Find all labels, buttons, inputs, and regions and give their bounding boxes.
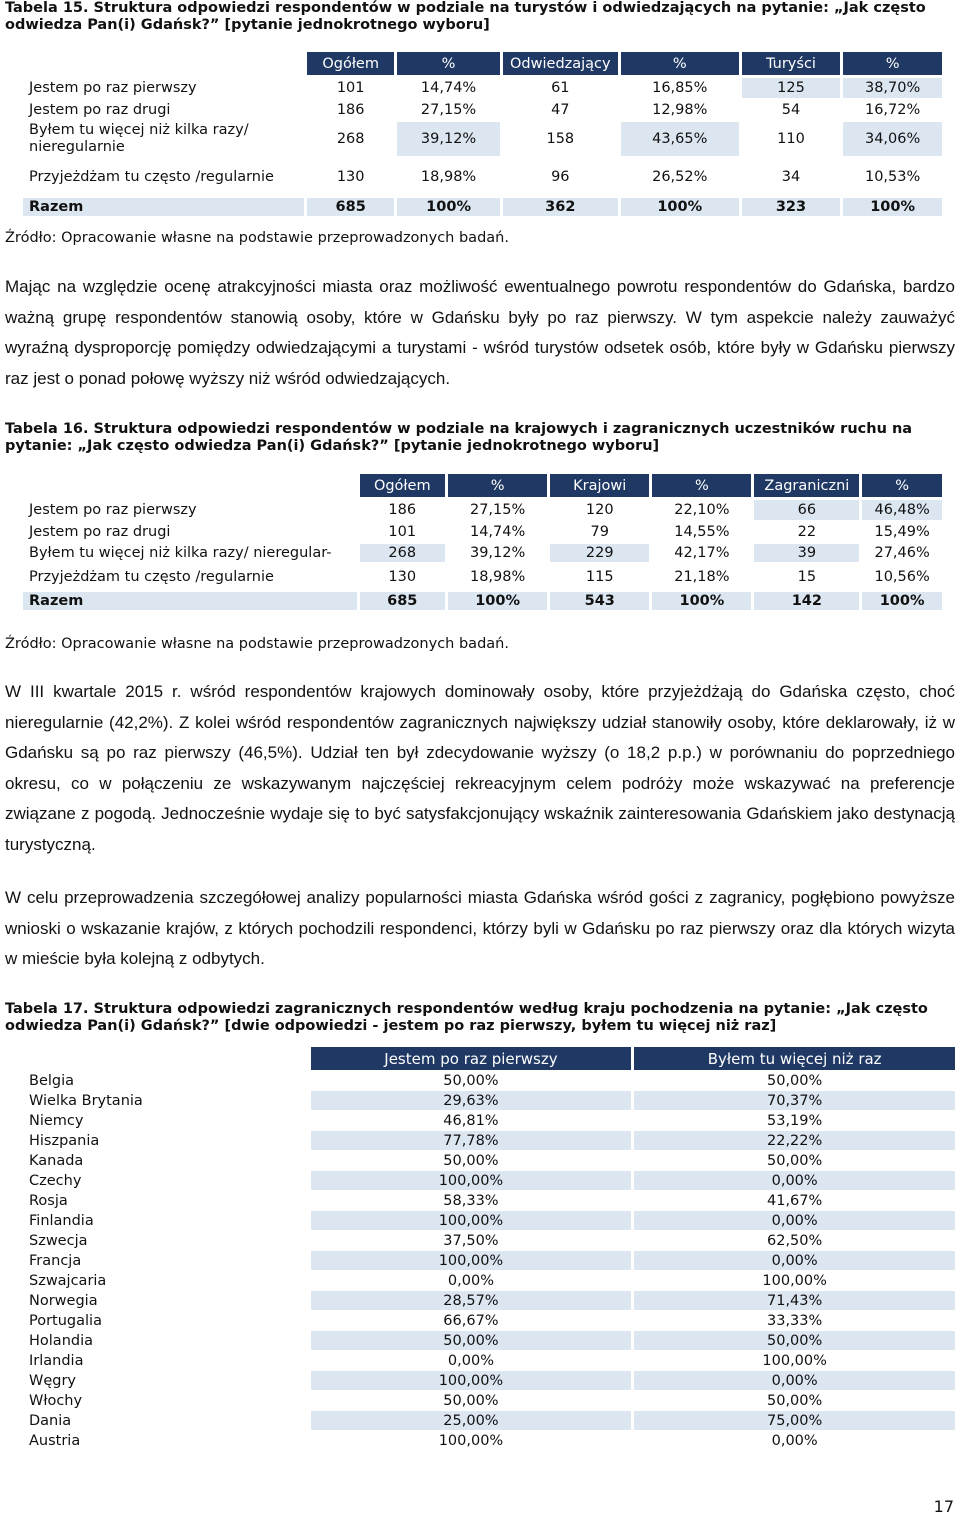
row-label: Włochy xyxy=(29,1392,83,1409)
table-cell: 71,43% xyxy=(634,1291,955,1310)
table-17-caption: Tabela 17. Struktura odpowiedzi zagranicznych respondentów według kraju pochodzenia na pytanie: „Jak często odwiedza Pan(i) Gdańsk?” [dwie odpowiedzi - jestem po raz pierwszy, byłem tu więcej niż raz] xyxy=(5,1001,928,1034)
table-cell: 186 xyxy=(336,102,365,118)
table-cell: 66,67% xyxy=(443,1312,499,1329)
table-cell: 100,00% xyxy=(311,1171,632,1190)
table-cell: 685 xyxy=(307,198,394,216)
paragraph-3: W celu przeprowadzenia szczegółowej analizy popularności miasta Gdańska wśród gości z zagranicy, pogłębiono powyższe wnioski o wskazanie krajów, z których pochodzili respondenci, którzy byli w Gdańsku po raz pierwszy oraz dla których wizyta w mieście była kolejną z odbytych. xyxy=(5,888,955,968)
table-cell: 120 xyxy=(585,502,614,518)
row-label: Szwajcaria xyxy=(29,1272,107,1289)
column-header: Jestem po raz pierwszy xyxy=(311,1047,632,1070)
table-cell: 79 xyxy=(590,524,609,540)
table-cell: 12,98% xyxy=(652,102,708,118)
table-cell: 14,74% xyxy=(420,80,477,96)
table-row xyxy=(23,1091,955,1110)
table-cell: 50,00% xyxy=(443,1392,499,1409)
table-cell: 0,00% xyxy=(447,1272,494,1289)
table-cell: 268 xyxy=(360,544,446,562)
table-cell: 100,00% xyxy=(311,1211,632,1230)
table-cell: 0,00% xyxy=(634,1371,955,1390)
table-row xyxy=(23,122,942,156)
table-cell: 323 xyxy=(742,198,841,216)
table-row xyxy=(23,1071,955,1090)
table-cell: 10,56% xyxy=(874,569,930,585)
table-cell: 130 xyxy=(336,169,365,185)
row-label: Jestem po raz pierwszy xyxy=(29,80,197,96)
table-cell: 29,63% xyxy=(311,1091,632,1110)
table-row xyxy=(23,1251,955,1270)
table-cell: 75,00% xyxy=(634,1411,955,1430)
table-cell: 0,00% xyxy=(771,1432,818,1449)
row-label: Razem xyxy=(23,592,357,610)
table-cell: 100% xyxy=(652,592,751,610)
table-cell: 0,00% xyxy=(634,1171,955,1190)
table-cell: 34 xyxy=(781,169,801,185)
row-label: Jestem po raz pierwszy xyxy=(29,502,197,518)
table-cell: 229 xyxy=(550,544,649,562)
table-cell: 34,06% xyxy=(843,122,942,156)
table-cell: 543 xyxy=(550,592,649,610)
table-cell: 0,00% xyxy=(634,1251,955,1270)
table-16-body xyxy=(23,500,942,610)
table-16-header-row xyxy=(23,474,942,497)
table-cell: 15 xyxy=(797,569,817,585)
table-cell: 50,00% xyxy=(443,1152,499,1169)
table-cell: 18,98% xyxy=(469,569,526,585)
table-cell: 38,70% xyxy=(843,78,942,98)
table-17-body xyxy=(23,1071,955,1450)
table-cell: 115 xyxy=(585,569,614,585)
table-cell: 25,00% xyxy=(311,1411,632,1430)
table-cell: 27,46% xyxy=(874,545,930,561)
row-label: Dania xyxy=(29,1412,72,1429)
paragraph-2: W III kwartale 2015 r. wśród respondentów krajowych dominowały osoby, które przyjeżdżają do Gdańska często, choć nieregularnie (42,2%). Z kolei wśród respondentów zagranicznych największy udział stanowiły osoby, które deklarowały, iż w Gdańsku są po raz pierwszy (46,5%). Udział ten był zdecydowanie wyższy (o 18,2 p.p.) w porównaniu do poprzedniego okresu, co w połączeniu ze wskazywanym najczęściej rekreacyjnym celem podróży może wskazywać na preferencje związane z pogodą. Jednocześnie wydaje się to być satysfakcjonujący wskaźnik zainteresowania Gdańskiem jako destynacją turystyczną. xyxy=(5,682,955,854)
column-header: % xyxy=(843,52,942,75)
table-cell: 10,53% xyxy=(864,169,921,185)
table-cell: 100% xyxy=(448,592,547,610)
row-label: Portugalia xyxy=(29,1312,102,1329)
row-label: Szwecja xyxy=(29,1232,88,1249)
table-cell: 41,67% xyxy=(767,1192,823,1209)
table-row xyxy=(23,592,942,610)
table-cell: 27,15% xyxy=(420,102,477,118)
paragraph-1: Mając na względzie ocenę atrakcyjności miasta oraz możliwość ewentualnego powrotu respondentów do Gdańska, bardzo ważną grupę respondentów stanowią osoby, które w Gdańsku były po raz pierwszy. W tym aspekcie należy zauważyć wyraźną dysproporcję pomiędzy odwiedzającymi a turystami - wśród turystów odsetek osób, które były w Gdańsku pierwszy raz jest o ponad połowę wyższy niż wśród odwiedzających. xyxy=(5,277,955,388)
table-cell: 77,78% xyxy=(311,1131,632,1150)
table-cell: 18,98% xyxy=(420,169,477,185)
page-number: 17 xyxy=(933,1497,954,1516)
column-header: Ogółem xyxy=(360,474,446,497)
table-15-source: Źródło: Opracowanie własne na podstawie przeprowadzonych badań. xyxy=(5,230,509,246)
row-label: Belgia xyxy=(29,1072,75,1089)
table-cell: 43,65% xyxy=(621,122,739,156)
table-cell: 33,33% xyxy=(767,1312,823,1329)
table-cell: 685 xyxy=(360,592,446,610)
table-row xyxy=(23,1411,955,1430)
table-row xyxy=(23,1191,955,1210)
table-cell: 50,00% xyxy=(443,1072,499,1089)
header-spacer xyxy=(23,1047,308,1070)
table-cell: 14,55% xyxy=(674,524,730,540)
table-15 xyxy=(20,49,945,219)
table-cell: 58,33% xyxy=(443,1192,499,1209)
table-cell: 54 xyxy=(781,102,801,118)
table-15-header-row xyxy=(23,52,942,75)
table-cell: 130 xyxy=(388,569,417,585)
row-label: Niemcy xyxy=(29,1112,84,1129)
row-label: Norwegia xyxy=(29,1292,98,1309)
table-cell: 27,15% xyxy=(469,502,526,518)
table-cell: 53,19% xyxy=(767,1112,823,1129)
table-row xyxy=(23,1231,955,1250)
row-label: Jestem po raz drugi xyxy=(29,102,171,118)
table-cell: 22,22% xyxy=(634,1131,955,1150)
column-header: % xyxy=(652,474,751,497)
table-cell: 100,00% xyxy=(311,1371,632,1390)
table-cell: 50,00% xyxy=(767,1072,823,1089)
column-header: Odwiedzający xyxy=(503,52,618,75)
table-cell: 26,52% xyxy=(652,169,708,185)
table-cell: 28,57% xyxy=(311,1291,632,1310)
row-label: Czechy xyxy=(29,1172,82,1189)
table-row xyxy=(23,1211,955,1230)
table-row xyxy=(23,1151,955,1170)
table-15-caption: Tabela 15. Struktura odpowiedzi respondentów w podziale na turystów i odwiedzających na pytanie: „Jak często odwiedza Pan(i) Gdańsk?” [pytanie jednokrotnego wyboru] xyxy=(5,0,926,33)
row-label: Hiszpania xyxy=(29,1132,100,1149)
row-label: Kanada xyxy=(29,1152,84,1169)
table-row xyxy=(23,1351,955,1370)
column-header: Zagraniczni xyxy=(754,474,859,497)
table-cell: 100% xyxy=(843,198,942,216)
table-cell: 39,12% xyxy=(469,545,526,561)
table-cell: 39,12% xyxy=(397,122,500,156)
table-cell: 100,00% xyxy=(762,1352,827,1369)
table-row xyxy=(23,1171,955,1190)
column-header: % xyxy=(448,474,547,497)
table-row xyxy=(23,1291,955,1310)
table-cell: 101 xyxy=(336,80,365,96)
table-row xyxy=(23,1311,955,1330)
table-row xyxy=(23,198,942,216)
header-spacer xyxy=(23,52,304,75)
table-row xyxy=(23,565,942,589)
row-label: Węgry xyxy=(29,1372,77,1389)
table-cell: 100,00% xyxy=(311,1251,632,1270)
column-header: Krajowi xyxy=(550,474,649,497)
table-cell: 62,50% xyxy=(767,1232,823,1249)
row-label: Byłem tu więcej niż kilka razy/ nieregular- xyxy=(29,545,332,561)
row-label: Irlandia xyxy=(29,1352,84,1369)
table-16-caption: Tabela 16. Struktura odpowiedzi respondentów w podziale na krajowych i zagranicznych uczestników ruchu na pytanie: „Jak często odwiedza Pan(i) Gdańsk?” [pytanie jednokrotnego wyboru] xyxy=(5,421,913,454)
table-cell: 186 xyxy=(388,502,417,518)
column-header: Byłem tu więcej niż raz xyxy=(634,1047,955,1070)
table-row xyxy=(23,101,942,119)
row-label: Francja xyxy=(29,1252,82,1269)
table-cell: 100% xyxy=(397,198,500,216)
table-cell: 22 xyxy=(797,524,817,540)
table-15-body xyxy=(23,78,942,216)
header-spacer xyxy=(23,474,357,497)
table-cell: 50,00% xyxy=(634,1331,955,1350)
table-cell: 100,00% xyxy=(438,1432,504,1449)
table-row xyxy=(23,1431,955,1450)
row-label: Finlandia xyxy=(29,1212,94,1229)
table-cell: 37,50% xyxy=(443,1232,499,1249)
table-cell: 268 xyxy=(336,131,365,147)
row-label: Byłem tu więcej niż kilka razy/ nieregularnie xyxy=(29,122,249,155)
table-cell: 46,48% xyxy=(862,500,942,520)
table-cell: 42,17% xyxy=(674,545,730,561)
table-cell: 22,10% xyxy=(674,502,730,518)
table-cell: 0,00% xyxy=(447,1352,494,1369)
column-header: % xyxy=(862,474,942,497)
table-cell: 96 xyxy=(551,169,570,185)
table-cell: 50,00% xyxy=(767,1152,823,1169)
table-cell: 110 xyxy=(777,131,805,147)
table-cell: 66 xyxy=(754,500,859,520)
table-16-source: Źródło: Opracowanie własne na podstawie przeprowadzonych badań. xyxy=(5,636,509,652)
table-cell: 16,72% xyxy=(864,102,921,118)
table-cell: 39 xyxy=(754,544,859,562)
table-row xyxy=(23,1271,955,1290)
table-17-header-row xyxy=(23,1047,955,1070)
table-cell: 125 xyxy=(742,78,841,98)
row-label: Holandia xyxy=(29,1332,93,1349)
table-cell: 101 xyxy=(388,524,417,540)
table-16 xyxy=(20,471,945,613)
row-label: Jestem po raz drugi xyxy=(29,524,171,540)
table-cell: 0,00% xyxy=(634,1211,955,1230)
table-row xyxy=(23,1371,955,1390)
table-row xyxy=(23,500,942,520)
table-row xyxy=(23,1111,955,1130)
column-header: % xyxy=(621,52,739,75)
table-cell: 362 xyxy=(503,198,618,216)
column-header: Ogółem xyxy=(307,52,394,75)
row-label: Austria xyxy=(29,1432,81,1449)
table-cell: 21,18% xyxy=(674,569,730,585)
row-label: Wielka Brytania xyxy=(29,1092,143,1109)
table-cell: 14,74% xyxy=(469,524,526,540)
table-cell: 61 xyxy=(551,80,570,96)
row-label: Przyjeżdżam tu często /regularnie xyxy=(29,169,274,185)
table-17 xyxy=(20,1046,958,1451)
table-cell: 50,00% xyxy=(311,1331,632,1350)
column-header: % xyxy=(397,52,500,75)
table-row xyxy=(23,1331,955,1350)
row-label: Rosja xyxy=(29,1192,68,1209)
table-row xyxy=(23,78,942,98)
table-row xyxy=(23,523,942,541)
table-cell: 16,85% xyxy=(652,80,708,96)
table-cell: 100% xyxy=(621,198,739,216)
table-row xyxy=(23,544,942,562)
table-cell: 158 xyxy=(546,131,575,147)
table-row xyxy=(23,1391,955,1410)
table-cell: 46,81% xyxy=(443,1112,499,1129)
table-cell: 47 xyxy=(551,102,570,118)
row-label: Razem xyxy=(23,198,304,216)
table-cell: 50,00% xyxy=(767,1392,823,1409)
table-cell: 142 xyxy=(754,592,859,610)
table-row xyxy=(23,1131,955,1150)
table-cell: 15,49% xyxy=(874,524,930,540)
table-row xyxy=(23,159,942,195)
column-header: Turyści xyxy=(742,52,841,75)
table-cell: 100,00% xyxy=(762,1272,827,1289)
table-cell: 100% xyxy=(862,592,942,610)
row-label: Przyjeżdżam tu często /regularnie xyxy=(29,569,274,585)
table-cell: 70,37% xyxy=(634,1091,955,1110)
